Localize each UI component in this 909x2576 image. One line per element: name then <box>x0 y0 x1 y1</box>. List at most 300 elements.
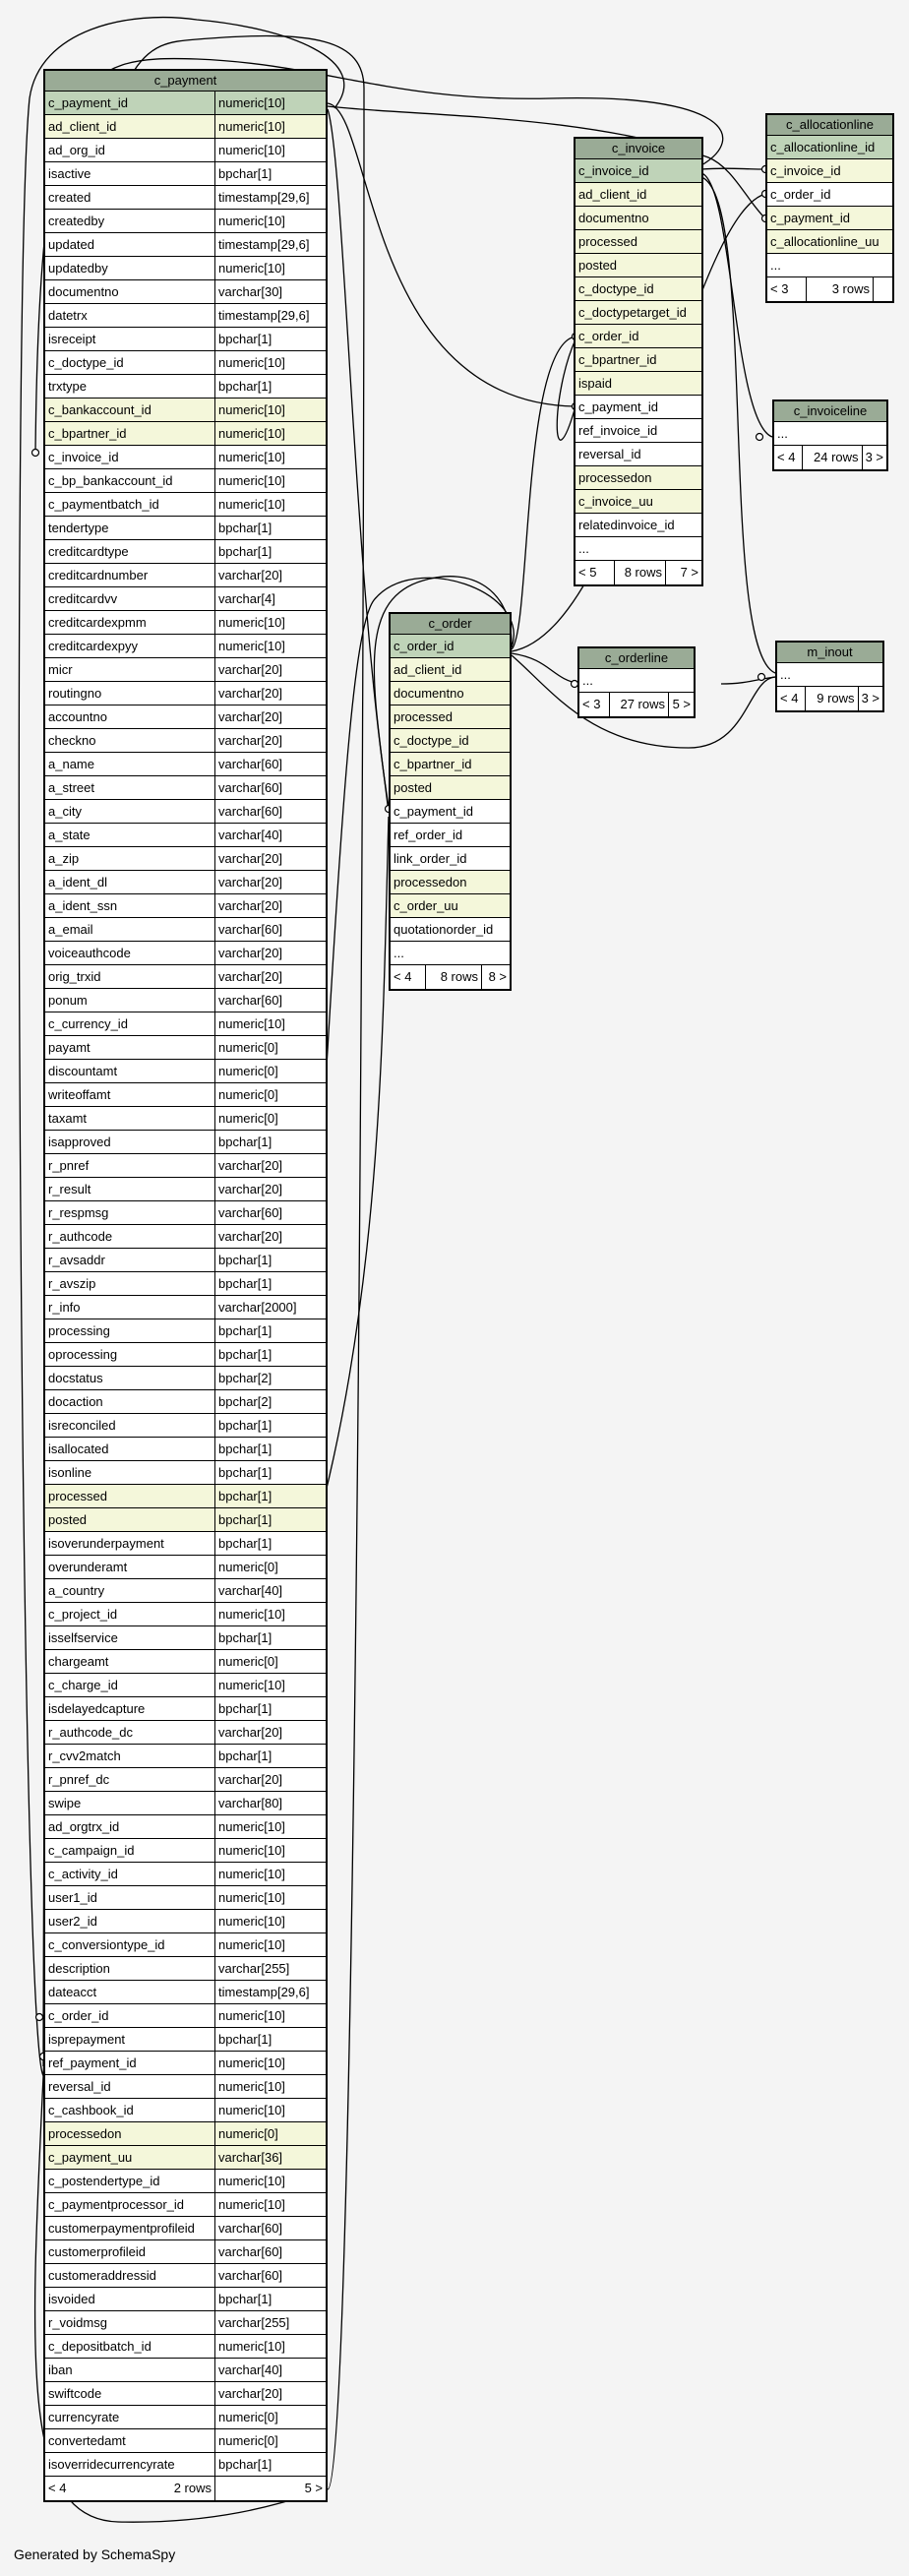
column-name: checkno <box>45 729 215 752</box>
column-row[interactable] <box>45 2359 326 2382</box>
column-row[interactable] <box>391 658 510 682</box>
column-row[interactable] <box>45 942 326 965</box>
footer-parents[interactable]: < 5 <box>576 561 615 584</box>
column-row[interactable] <box>45 564 326 587</box>
column-row[interactable] <box>45 1792 326 1815</box>
column-row[interactable] <box>45 540 326 564</box>
column-name: a_ident_ssn <box>45 894 215 917</box>
column-name: r_avszip <box>45 1272 215 1295</box>
column-name: swipe <box>45 1792 215 1814</box>
column-row[interactable] <box>576 230 701 254</box>
column-row[interactable] <box>576 348 701 372</box>
table-footer <box>391 965 510 989</box>
column-row[interactable] <box>45 1933 326 1957</box>
footer-children[interactable]: 7 > <box>680 565 698 580</box>
column-row[interactable] <box>576 159 701 183</box>
column-type: varchar[36] <box>215 2146 326 2169</box>
column-row[interactable] <box>45 2004 326 2028</box>
column-type: varchar[60] <box>218 1205 283 1220</box>
column-name: trxtype <box>45 375 215 398</box>
column-type: bpchar[1] <box>218 521 273 535</box>
column-name: accountno <box>45 705 215 728</box>
column-row[interactable] <box>45 1319 326 1343</box>
table-c_invoiceline[interactable] <box>772 399 888 471</box>
column-row[interactable] <box>45 1981 326 2004</box>
column-type: numeric[10] <box>218 473 285 488</box>
footer-parents[interactable]: < 4 <box>391 965 426 989</box>
column-name: customerpaymentprofileid <box>45 2217 215 2239</box>
column-row[interactable] <box>45 280 326 304</box>
column-row[interactable] <box>391 635 510 658</box>
column-row[interactable] <box>391 824 510 847</box>
column-row[interactable] <box>45 2028 326 2052</box>
column-row[interactable] <box>576 301 701 325</box>
column-row[interactable] <box>45 635 326 658</box>
column-name: r_cvv2match <box>45 1745 215 1767</box>
column-row[interactable] <box>774 422 886 446</box>
footer-parents-label[interactable]: < 4 <box>48 2481 67 2495</box>
column-row[interactable] <box>45 1012 326 1036</box>
column-name: writeoffamt <box>45 1083 215 1106</box>
column-row[interactable] <box>45 753 326 776</box>
column-name: c_bpartner_id <box>391 753 510 775</box>
column-row[interactable] <box>45 1343 326 1367</box>
column-row[interactable] <box>45 776 326 800</box>
column-row[interactable] <box>45 257 326 280</box>
column-name: createdby <box>45 210 215 232</box>
table-c_payment[interactable] <box>43 69 328 2502</box>
footer-children[interactable]: 3 > <box>865 450 883 464</box>
column-row[interactable] <box>45 847 326 871</box>
column-row[interactable] <box>576 466 701 490</box>
column-row[interactable] <box>777 663 882 687</box>
column-type: numeric[10] <box>218 261 285 276</box>
column-name: creditcardnumber <box>45 564 215 586</box>
column-name: routingno <box>45 682 215 705</box>
column-row[interactable] <box>45 989 326 1012</box>
column-name: c_campaign_id <box>45 1839 215 1862</box>
column-type: numeric[0] <box>218 1560 278 1574</box>
column-row[interactable] <box>45 1249 326 1272</box>
column-row[interactable] <box>45 611 326 635</box>
column-row[interactable] <box>45 1131 326 1154</box>
column-row[interactable] <box>45 1178 326 1201</box>
column-type: varchar[60] <box>218 993 283 1008</box>
column-row[interactable] <box>579 669 694 693</box>
column-name: updatedby <box>45 257 215 279</box>
column-row[interactable] <box>45 1036 326 1060</box>
column-row[interactable] <box>767 207 892 230</box>
table-c_order[interactable] <box>389 612 512 991</box>
column-row[interactable] <box>45 1083 326 1107</box>
table-title: c_order <box>391 614 510 635</box>
column-row[interactable] <box>576 490 701 514</box>
column-type: bpchar[1] <box>218 1135 273 1149</box>
column-name: documentno <box>576 207 701 229</box>
column-type: bpchar[1] <box>218 1536 273 1551</box>
column-name: ponum <box>45 989 215 1012</box>
column-row[interactable] <box>45 2382 326 2406</box>
column-row[interactable] <box>45 1886 326 1910</box>
footer-rows: 8 rows <box>426 965 482 989</box>
footer-children[interactable]: 5 > <box>672 697 691 711</box>
column-name: c_doctype_id <box>576 277 701 300</box>
column-row[interactable] <box>45 92 326 115</box>
column-row[interactable] <box>45 1508 326 1532</box>
column-type: varchar[40] <box>218 828 283 842</box>
column-type: varchar[255] <box>218 1961 290 1976</box>
column-type: varchar[20] <box>218 898 283 913</box>
column-row[interactable] <box>45 1414 326 1438</box>
column-type: varchar[60] <box>218 2268 283 2283</box>
column-row[interactable] <box>45 446 326 469</box>
column-row[interactable] <box>45 1154 326 1178</box>
table-footer <box>774 446 886 469</box>
column-row[interactable] <box>576 372 701 396</box>
column-name: c_depositbatch_id <box>45 2335 215 2358</box>
column-type: bpchar[2] <box>218 1371 273 1385</box>
column-row[interactable] <box>45 2288 326 2311</box>
column-row[interactable] <box>391 682 510 705</box>
column-name: user2_id <box>45 1910 215 1932</box>
footer-children[interactable]: 5 > <box>304 2481 323 2495</box>
footer-children[interactable]: 3 > <box>861 691 879 705</box>
column-name: ... <box>780 667 791 682</box>
column-name: r_avsaddr <box>45 1249 215 1271</box>
column-name: r_authcode <box>45 1225 215 1248</box>
column-row[interactable] <box>45 162 326 186</box>
column-row[interactable] <box>45 399 326 422</box>
column-name: ad_client_id <box>45 115 215 138</box>
column-name: convertedamt <box>45 2429 215 2452</box>
column-row[interactable] <box>45 1579 326 1603</box>
column-name: voiceauthcode <box>45 942 215 964</box>
column-row[interactable] <box>45 1556 326 1579</box>
column-row[interactable] <box>767 183 892 207</box>
column-row[interactable] <box>45 2193 326 2217</box>
column-row[interactable] <box>45 1485 326 1508</box>
footer-rows: 8 rows <box>615 561 666 584</box>
column-row[interactable] <box>45 1603 326 1626</box>
column-row[interactable] <box>45 1721 326 1745</box>
column-name: documentno <box>391 682 510 705</box>
column-row[interactable] <box>576 443 701 466</box>
column-type: numeric[10] <box>218 355 285 370</box>
column-row[interactable] <box>45 375 326 399</box>
generator-credit: Generated by SchemaSpy <box>14 2546 176 2562</box>
column-type: numeric[0] <box>218 1654 278 1669</box>
column-row[interactable] <box>45 2217 326 2240</box>
column-row[interactable] <box>45 1815 326 1839</box>
column-row[interactable] <box>45 2406 326 2429</box>
column-row[interactable] <box>391 776 510 800</box>
column-list <box>777 663 882 687</box>
column-name: ref_invoice_id <box>578 423 658 438</box>
column-list <box>774 422 886 446</box>
column-row[interactable] <box>45 682 326 705</box>
table-footer <box>45 2477 326 2500</box>
column-row[interactable] <box>45 139 326 162</box>
column-row[interactable] <box>45 1697 326 1721</box>
table-m_inout[interactable] <box>775 641 884 712</box>
column-type: numeric[10] <box>218 2174 285 2188</box>
column-type: varchar[20] <box>218 686 283 701</box>
column-row[interactable] <box>45 2311 326 2335</box>
column-type: numeric[10] <box>218 2339 285 2354</box>
column-name: c_cashbook_id <box>45 2099 215 2121</box>
column-name: orig_trxid <box>45 965 215 988</box>
column-type: numeric[10] <box>218 1843 285 1858</box>
column-row[interactable] <box>576 207 701 230</box>
column-name: datetrx <box>45 304 215 327</box>
column-row[interactable] <box>45 493 326 517</box>
column-name: isselfservice <box>45 1626 215 1649</box>
column-list <box>579 669 694 693</box>
column-row[interactable] <box>576 277 701 301</box>
column-row[interactable] <box>45 1910 326 1933</box>
table-c_invoice[interactable] <box>574 137 703 586</box>
column-type: timestamp[29,6] <box>218 190 310 205</box>
column-row[interactable] <box>45 871 326 894</box>
column-row[interactable] <box>391 894 510 918</box>
column-row[interactable] <box>45 517 326 540</box>
column-row[interactable] <box>45 705 326 729</box>
column-row[interactable] <box>391 705 510 729</box>
column-row[interactable] <box>576 396 701 419</box>
column-type: varchar[20] <box>218 2386 283 2401</box>
column-name: c_order_id <box>45 2004 215 2027</box>
column-type: numeric[10] <box>218 1607 285 1622</box>
column-row[interactable] <box>45 1674 326 1697</box>
column-name: c_payment_id <box>578 399 658 414</box>
column-row[interactable] <box>45 587 326 611</box>
column-type: varchar[20] <box>218 1229 283 1244</box>
column-name: a_street <box>45 776 215 799</box>
column-row[interactable] <box>45 1390 326 1414</box>
column-row[interactable] <box>45 2429 326 2453</box>
column-name: c_paymentbatch_id <box>45 493 215 516</box>
column-type: bpchar[1] <box>218 1465 273 1480</box>
column-type: bpchar[1] <box>215 1485 326 1507</box>
column-row[interactable] <box>391 753 510 776</box>
column-type: numeric[10] <box>218 1678 285 1692</box>
column-list <box>576 159 701 561</box>
column-name: processed <box>576 230 701 253</box>
column-name: posted <box>576 254 701 276</box>
column-name: ad_orgtrx_id <box>45 1815 215 1838</box>
column-type: bpchar[1] <box>218 544 273 559</box>
column-type: bpchar[1] <box>218 2457 273 2472</box>
column-row[interactable] <box>45 2099 326 2122</box>
column-name: payamt <box>45 1036 215 1059</box>
column-type: numeric[10] <box>215 92 326 114</box>
column-type: bpchar[1] <box>218 166 273 181</box>
column-row[interactable] <box>45 469 326 493</box>
column-row[interactable] <box>767 136 892 159</box>
column-name: c_bpartner_id <box>45 422 215 445</box>
footer-children[interactable]: 8 > <box>488 969 507 984</box>
column-type: numeric[0] <box>218 1040 278 1055</box>
column-row[interactable] <box>576 514 701 537</box>
column-row[interactable] <box>576 183 701 207</box>
column-type: numeric[0] <box>218 2433 278 2448</box>
column-type: varchar[20] <box>218 851 283 866</box>
column-name: c_conversiontype_id <box>45 1933 215 1956</box>
column-row[interactable] <box>45 1296 326 1319</box>
table-footer <box>576 561 701 584</box>
column-name: c_payment_id <box>45 92 215 114</box>
column-row[interactable] <box>45 2264 326 2288</box>
column-name: docaction <box>45 1390 215 1413</box>
column-name: c_bankaccount_id <box>45 399 215 421</box>
column-row[interactable] <box>45 894 326 918</box>
column-row[interactable] <box>45 328 326 351</box>
column-name: a_ident_dl <box>45 871 215 893</box>
column-row[interactable] <box>45 1367 326 1390</box>
column-name: ispaid <box>576 372 701 395</box>
footer-parents[interactable] <box>45 2477 215 2500</box>
table-c_allocationline[interactable] <box>765 113 894 303</box>
column-type: numeric[0] <box>218 1111 278 1126</box>
column-row[interactable] <box>391 871 510 894</box>
column-row[interactable] <box>45 210 326 233</box>
column-row[interactable] <box>45 2146 326 2170</box>
column-row[interactable] <box>391 729 510 753</box>
column-row[interactable] <box>45 1107 326 1131</box>
column-row[interactable] <box>45 233 326 257</box>
column-row[interactable] <box>45 2052 326 2075</box>
column-name: c_order_id <box>576 325 701 347</box>
column-row[interactable] <box>767 159 892 183</box>
table-c_orderline[interactable] <box>577 646 696 718</box>
column-type: varchar[30] <box>218 284 283 299</box>
column-name: creditcardvv <box>45 587 215 610</box>
column-row[interactable] <box>391 918 510 942</box>
column-name: isvoided <box>45 2288 215 2310</box>
column-row[interactable] <box>45 824 326 847</box>
column-name: swiftcode <box>45 2382 215 2405</box>
column-type: numeric[10] <box>218 2079 285 2094</box>
column-type: numeric[0] <box>215 2122 326 2145</box>
column-name: overunderamt <box>45 1556 215 1578</box>
column-row[interactable] <box>45 1060 326 1083</box>
column-name: c_invoice_id <box>767 159 892 182</box>
column-type: numeric[0] <box>218 1064 278 1078</box>
column-row[interactable] <box>45 1839 326 1863</box>
column-row[interactable] <box>45 1438 326 1461</box>
column-row[interactable] <box>767 254 892 277</box>
column-type: numeric[10] <box>218 615 285 630</box>
column-row[interactable] <box>45 2335 326 2359</box>
column-row[interactable] <box>576 254 701 277</box>
column-row[interactable] <box>45 918 326 942</box>
column-name: c_bp_bankaccount_id <box>45 469 215 492</box>
column-name: processedon <box>391 871 510 893</box>
footer-children[interactable] <box>874 277 892 301</box>
column-name: r_pnref_dc <box>45 1768 215 1791</box>
column-row[interactable] <box>45 965 326 989</box>
column-row[interactable] <box>45 1863 326 1886</box>
footer-parents[interactable]: < 4 <box>774 446 803 469</box>
column-row[interactable] <box>45 2240 326 2264</box>
column-row[interactable] <box>45 1768 326 1792</box>
column-row[interactable] <box>45 1650 326 1674</box>
column-row[interactable] <box>576 419 701 443</box>
column-type: varchar[20] <box>218 969 283 984</box>
column-row[interactable] <box>45 2170 326 2193</box>
column-row[interactable] <box>45 1201 326 1225</box>
column-row[interactable] <box>45 422 326 446</box>
table-title: c_payment <box>45 71 326 92</box>
column-name: posted <box>45 1508 215 1531</box>
column-row[interactable] <box>45 729 326 753</box>
column-row[interactable] <box>45 115 326 139</box>
column-name: dateacct <box>45 1981 215 2003</box>
column-type: numeric[10] <box>218 2008 285 2023</box>
column-name: r_info <box>45 1296 215 1319</box>
column-row[interactable] <box>45 1745 326 1768</box>
column-name: chargeamt <box>45 1650 215 1673</box>
column-name: isdelayedcapture <box>45 1697 215 1720</box>
column-row[interactable] <box>391 800 510 824</box>
footer-parents[interactable]: < 3 <box>767 277 807 301</box>
footer-rows: 27 rows <box>610 693 669 716</box>
column-row[interactable] <box>391 847 510 871</box>
column-row[interactable] <box>391 942 510 965</box>
column-name: micr <box>45 658 215 681</box>
column-list <box>767 136 892 277</box>
column-row[interactable] <box>45 186 326 210</box>
column-row[interactable] <box>45 1272 326 1296</box>
table-title: c_orderline <box>579 648 694 669</box>
column-row[interactable] <box>45 658 326 682</box>
footer-parents[interactable]: < 3 <box>579 693 610 716</box>
column-name: c_currency_id <box>45 1012 215 1035</box>
column-name: c_bpartner_id <box>576 348 701 371</box>
column-type: bpchar[1] <box>218 332 273 346</box>
column-name: processedon <box>576 466 701 489</box>
column-row[interactable] <box>45 2122 326 2146</box>
column-row[interactable] <box>45 304 326 328</box>
column-row[interactable] <box>576 325 701 348</box>
column-list <box>391 635 510 965</box>
column-row[interactable] <box>45 1626 326 1650</box>
column-name: c_doctype_id <box>391 729 510 752</box>
column-row[interactable] <box>45 1957 326 1981</box>
footer-rows-label: 2 rows <box>173 2481 212 2495</box>
column-type: varchar[80] <box>218 1796 283 1810</box>
column-row[interactable] <box>576 537 701 561</box>
column-list <box>45 92 326 2477</box>
column-row[interactable] <box>45 800 326 824</box>
column-row[interactable] <box>45 1461 326 1485</box>
column-type: numeric[10] <box>218 1867 285 1881</box>
column-row[interactable] <box>45 1532 326 1556</box>
column-type: numeric[10] <box>218 1890 285 1905</box>
column-type: varchar[20] <box>218 733 283 748</box>
column-row[interactable] <box>45 2075 326 2099</box>
footer-parents[interactable]: < 4 <box>777 687 806 710</box>
column-name: c_paymentprocessor_id <box>45 2193 215 2216</box>
column-name: reversal_id <box>45 2075 215 2098</box>
column-row[interactable] <box>767 230 892 254</box>
column-type: numeric[10] <box>215 422 326 445</box>
column-type: numeric[10] <box>218 143 285 157</box>
column-type: numeric[10] <box>218 2103 285 2117</box>
column-row[interactable] <box>45 1225 326 1249</box>
column-row[interactable] <box>45 2453 326 2477</box>
column-row[interactable] <box>45 351 326 375</box>
